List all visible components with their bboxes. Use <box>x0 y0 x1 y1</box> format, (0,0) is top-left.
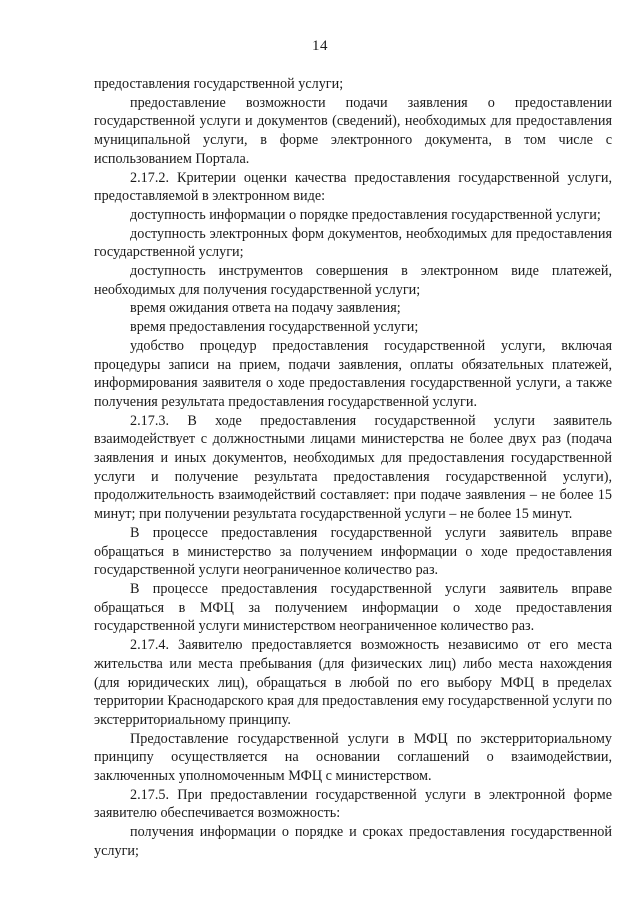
paragraph-payment-tools: доступность инструментов совершения в электронном виде платежей, необходимых для получения государственной услуги; <box>94 263 612 298</box>
paragraph-electronic-submission: предоставление возможности подачи заявления о предоставлении государственной услуги и документов (сведений), необходимых для предоставления муниципальной услуги, в форме электронного документа, в том числе с использованием Портала. <box>94 94 612 167</box>
document-body <box>94 75 612 861</box>
paragraph-2-17-5: 2.17.5. При предоставлении государственной услуги в электронной форме заявителю обеспечивается возможность: <box>94 786 612 822</box>
paragraph-continuation: предоставления государственной услуги; <box>94 76 344 92</box>
paragraph-procedure-convenience: удобство процедур предоставления государственной услуги, включая процедуры записи на прием, подачи заявления, оплаты обязательных платежей, информирования заявителя о ходе предоставления государственной услуги, а также получения результата предоставления государственной услуги. <box>94 337 612 410</box>
paragraph-2-17-2-heading: 2.17.2. Критерии оценки качества предоставления государственной услуги, предоставляемой в электронном виде: <box>94 169 612 205</box>
paragraph-mfc-info: В процессе предоставления государственной услуги заявитель вправе обращаться в МФЦ за получением информации о ходе предоставления государственной услуги министерством неограниченное количество раз. <box>94 580 612 635</box>
paragraph-waiting-time: время ожидания ответа на подачу заявления; <box>130 300 401 317</box>
paragraph-ministry-info: В процессе предоставления государственной услуги заявитель вправе обращаться в министерство за получением информации о ходе предоставления государственной услуги неограниченное количество раз. <box>94 524 612 579</box>
paragraph-service-time: время предоставления государственной услуги; <box>130 319 419 336</box>
paragraph-forms-availability: доступность электронных форм документов, необходимых для предоставления государственной услуги; <box>94 225 612 261</box>
page-number: 14 <box>312 38 328 54</box>
paragraph-receiving-info: получения информации о порядке и сроках предоставления государственной услуги; <box>94 824 612 859</box>
paragraph-2-17-3: 2.17.3. В ходе предоставления государственной услуги заявитель взаимодействует с должностными лицами министерства не более двух раз (подача заявления и иных документов, необходимых для предоставления государственной услуги и получение результата предоставления государственной услуги), продолжительность взаимодействий составляет: при подаче заявления – не более 15 минут; при получении результата государственной услуги – не более 15 минут. <box>94 412 612 523</box>
paragraph-info-availability: доступность информации о порядке предоставления государственной услуги; <box>130 206 601 223</box>
paragraph-extraterritorial: Предоставление государственной услуги в МФЦ по экстерриториальному принципу осуществляется на основании соглашений о взаимодействии, заключенных уполномоченным МФЦ с министерством. <box>94 730 612 785</box>
paragraph-2-17-4: 2.17.4. Заявителю предоставляется возможность независимо от его места жительства или места пребывания (для физических лиц) либо места нахождения (для юридических лиц), обращаться в любой по его выбору МФЦ в пределах территории Краснодарского края для предоставления ему государственной услуги по экстерриториальному принципу. <box>94 637 612 728</box>
